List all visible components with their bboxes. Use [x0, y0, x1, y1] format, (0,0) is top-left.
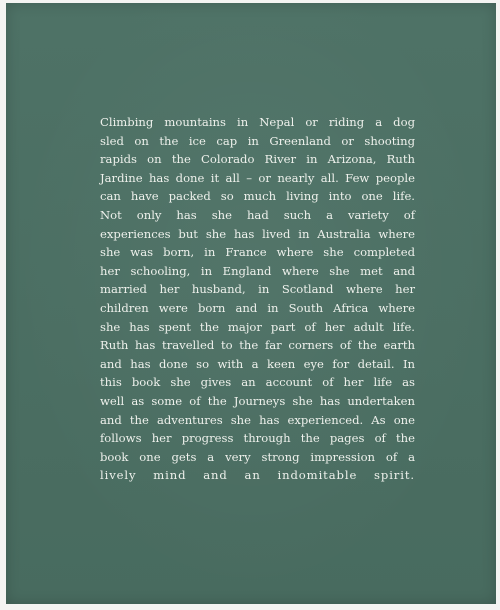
blurb-line: and the adventures she has experienced. As one: [100, 412, 415, 427]
blurb-line: book one gets a very strong impression of a: [100, 449, 415, 464]
blurb-line: can have packed so much living into one life.: [100, 189, 415, 204]
blurb-line: her schooling, in England where she met and: [100, 263, 415, 278]
blurb-line: she has spent the major part of her adult life.: [100, 319, 415, 334]
blurb-line: Not only has she had such a variety of: [100, 207, 415, 222]
blurb-line: rapids on the Colorado River in Arizona, Ruth: [100, 152, 415, 167]
blurb-line: follows her progress through the pages of the: [100, 431, 415, 446]
blurb-line: lively mind and an indomitable spirit.: [100, 468, 415, 483]
blurb-line: sled on the ice cap in Greenland or shooting: [100, 133, 415, 148]
back-cover: [6, 3, 496, 604]
blurb-line: experiences but she has lived in Australia where: [100, 226, 415, 241]
blurb-line: children were born and in South Africa where: [100, 300, 415, 315]
blurb-line: Jardine has done it all – or nearly all. Few people: [100, 170, 415, 185]
blurb-line: this book she gives an account of her life as: [100, 375, 415, 390]
blurb-text: [100, 113, 415, 485]
blurb-line: Climbing mountains in Nepal or riding a dog: [100, 115, 415, 129]
blurb-line: married her husband, in Scotland where her: [100, 282, 415, 297]
blurb-line: she was born, in France where she completed: [100, 245, 415, 260]
blurb-line: well as some of the Journeys she has undertaken: [100, 393, 415, 408]
blurb-line: and has done so with a keen eye for detail. In: [100, 356, 415, 371]
blurb-line: Ruth has travelled to the far corners of the earth: [100, 338, 415, 353]
